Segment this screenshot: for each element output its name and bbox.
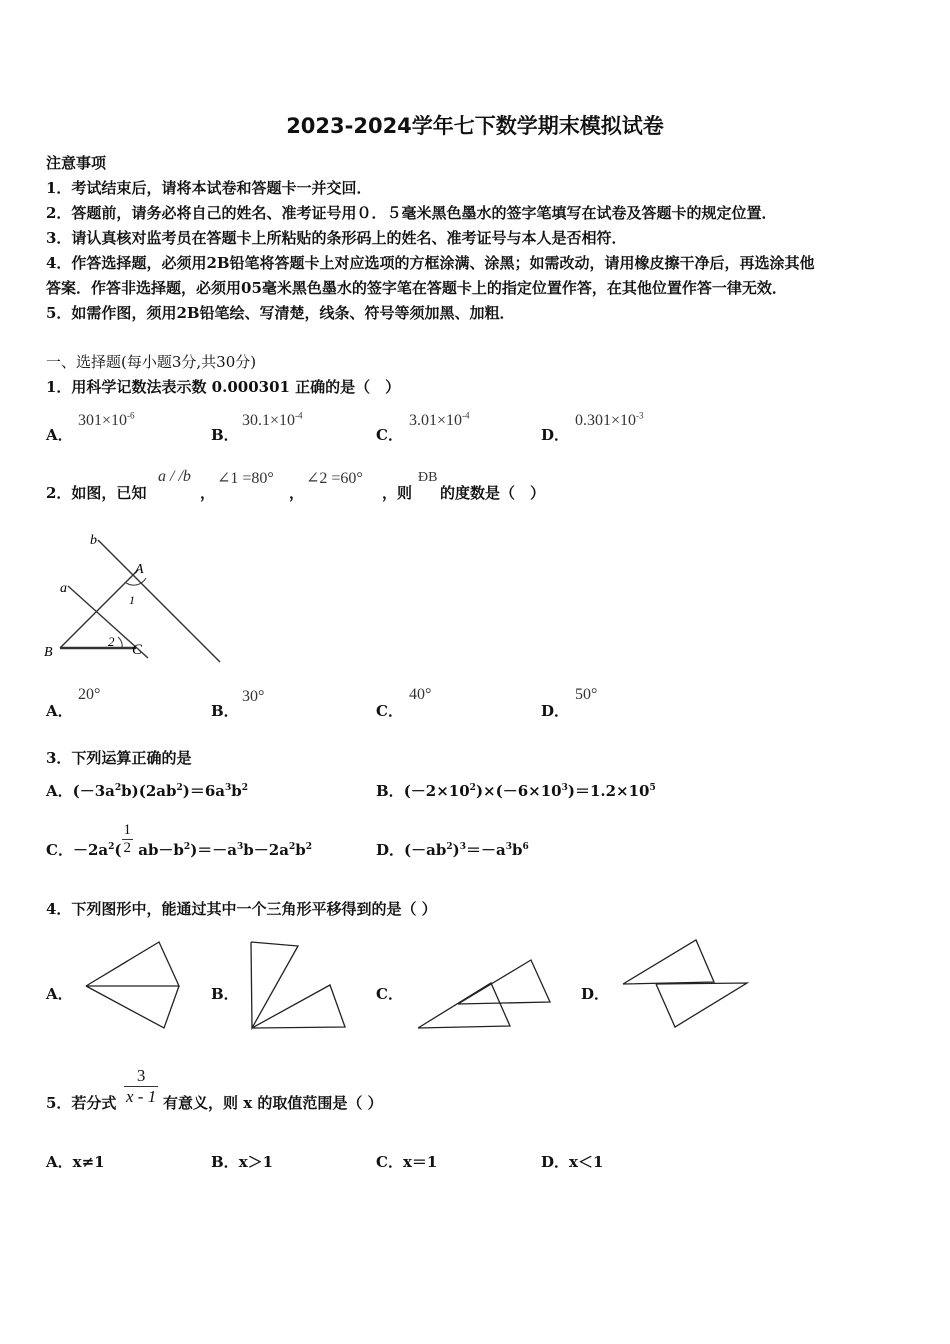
q4-option-a-figure	[82, 938, 186, 1034]
q2-option-d-label: D．	[541, 702, 570, 720]
q5-option-c: C．x＝1	[376, 1153, 438, 1171]
label-angle-2: 2	[108, 634, 115, 649]
q1-option-d-value: $0.301\times 10^{-3}$	[575, 410, 644, 429]
label-point-b: B	[44, 645, 53, 660]
q1-option-d-label: D．	[541, 426, 570, 444]
q2-cond-angle2: ∠2 =60°	[306, 470, 363, 487]
note-item-4: 4．作答选择题，必须用2B铅笔将答题卡上对应选项的方框涂满、涂黑；如需改动，请用橡皮擦干净后，再选涂其他	[46, 254, 815, 272]
q1-option-c-label: C．	[376, 426, 403, 444]
note-item-4-cont: 答案．作答非选择题，必须用05毫米黑色墨水的签字笔在答题卡上的指定位置作答，在其他位置作答一律无效．	[46, 279, 787, 297]
q3-c-fraction: $\frac{1}{2}$	[123, 821, 131, 856]
q4-stem: 4．下列图形中，能通过其中一个三角形平移得到的是（ ）	[46, 900, 437, 918]
q1-option-b-label: B．	[211, 426, 239, 444]
q5-fraction: $\frac{3}{x - 1}$	[126, 1066, 157, 1106]
q2-figure	[40, 528, 240, 668]
q2-option-b-value: 30°	[242, 688, 265, 705]
q1-option-b-value: $30.1\times 10^{-4}$	[242, 410, 303, 429]
q4-option-d-figure	[618, 936, 754, 1032]
angle-2-arc	[118, 637, 122, 648]
q3-option-b: B．$(-2\times 10^2)\times(-6\times 10^3)=1.2\times 10^5$	[376, 782, 656, 800]
q5-option-d: D．x＜1	[541, 1153, 604, 1171]
q2-cond-angle1: ∠1 =80°	[217, 470, 274, 487]
note-item-1: 1．考试结束后，请将本试卷和答题卡一并交回．	[46, 179, 372, 197]
q1-option-a-label: A．	[46, 426, 73, 444]
label-point-a: A	[135, 562, 144, 577]
q4-option-d-label: D．	[581, 985, 610, 1003]
line-b	[98, 540, 220, 662]
q3-option-d: D．$(-ab^2)^3=-a^3b^6$	[376, 841, 529, 859]
q4-option-b-label: B．	[211, 985, 239, 1003]
q2-comma-2: ，	[289, 484, 305, 502]
q2-option-d-value: 50°	[575, 686, 598, 703]
q5-stem-pre: 5．若分式	[46, 1094, 117, 1112]
q2-comma-1: ，	[200, 484, 216, 502]
q2-option-a-value: 20°	[78, 686, 101, 703]
q2-option-c-label: C．	[376, 702, 403, 720]
q2-then: ，则	[382, 484, 413, 502]
q2-option-c-value: 40°	[409, 686, 432, 703]
page-title: 2023-2024学年七下数学期末模拟试卷	[286, 114, 664, 138]
q5-option-a: A．x≠1	[46, 1153, 105, 1171]
q3-option-c: C．$-2a^2$( $\frac{1}{2}$ $ab-b^2)=-a^3b-2a^2b^2$	[46, 821, 312, 859]
notes-heading: 注意事项	[46, 154, 107, 172]
q3-stem: 3．下列运算正确的是	[46, 749, 192, 767]
note-item-5: 5．如需作图，须用2B铅笔绘、写清楚，线条、符号等须加黑、加粗．	[46, 304, 515, 322]
q3-option-a: A．$(-3a^2b)(2ab^2)=6a^3b^2$	[46, 782, 249, 800]
q1-stem: 1．用科学记数法表示数 0.000301 正确的是（ ）	[46, 378, 401, 396]
label-b: b	[90, 533, 97, 548]
q4-option-c-label: C．	[376, 985, 403, 1003]
section-heading: 一、选择题(每小题3分,共30分)	[46, 353, 257, 371]
q2-cond-parallel: a / /b	[158, 468, 191, 485]
q5-option-b: B．x＞1	[211, 1153, 274, 1171]
q4-option-a-label: A．	[46, 985, 73, 1003]
q2-stem-post: 的度数是（ ）	[440, 484, 546, 502]
note-item-3: 3．请认真核对监考员在答题卡上所粘贴的条形码上的姓名、准考证号与本人是否相符．	[46, 229, 627, 247]
label-point-c: C	[132, 642, 143, 658]
q2-option-a-label: A．	[46, 702, 73, 720]
q1-option-a-value: $301\times 10^{-6}$	[78, 410, 135, 429]
label-angle-1: 1	[129, 593, 135, 607]
q1-option-c-value: $3.01\times 10^{-4}$	[409, 410, 470, 429]
q2-stem-pre: 2．如图，已知	[46, 484, 147, 502]
line-ba	[60, 570, 138, 648]
label-a: a	[60, 581, 67, 596]
note-item-2: 2．答题前，请务必将自己的姓名、准考证号用０．５毫米黑色墨水的签字笔填写在试卷及答题卡的规定位置．	[46, 204, 777, 222]
q2-option-b-label: B．	[211, 702, 239, 720]
q4-option-b-figure	[246, 938, 350, 1034]
q2-angle-b: ÐB	[418, 470, 438, 485]
q5-stem-post: 有意义，则 x 的取值范围是（ ）	[163, 1094, 383, 1112]
q4-option-c-figure	[414, 955, 554, 1033]
